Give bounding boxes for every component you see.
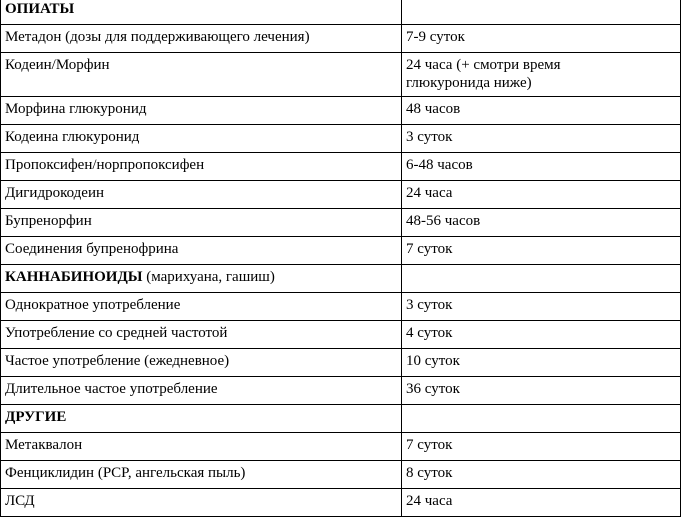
substance-cell: Фенциклидин (PCP, ангельская пыль) — [1, 461, 402, 489]
detection-time-cell: 3 суток — [402, 125, 681, 153]
table-row — [1, 489, 681, 517]
table-row — [1, 125, 681, 153]
section-subtitle: (марихуана, гашиш) — [142, 269, 275, 285]
table-row — [1, 237, 681, 265]
section-title: КАННАБИНОИДЫ — [5, 269, 143, 285]
empty-cell — [402, 265, 681, 293]
substance-cell: Дигидрокодеин — [1, 181, 402, 209]
table-row — [1, 433, 681, 461]
detection-time-cell: 7-9 суток — [402, 25, 681, 53]
table-row — [1, 321, 681, 349]
section-title: ОПИАТЫ — [5, 1, 75, 17]
section-header-row — [1, 265, 681, 293]
substance-cell: Метаквалон — [1, 433, 402, 461]
section-header-row — [1, 0, 681, 25]
substance-cell: Бупренорфин — [1, 209, 402, 237]
table-row — [1, 293, 681, 321]
substance-cell: Частое употребление (ежедневное) — [1, 349, 402, 377]
detection-time-cell: 4 суток — [402, 321, 681, 349]
section-header-row — [1, 405, 681, 433]
section-title: ДРУГИЕ — [5, 409, 67, 425]
table-row — [1, 53, 681, 97]
section-header-cell — [1, 265, 402, 293]
detection-time-cell: 7 суток — [402, 433, 681, 461]
substance-cell: ЛСД — [1, 489, 402, 517]
substance-cell: Пропоксифен/норпропоксифен — [1, 153, 402, 181]
table-row — [1, 209, 681, 237]
substance-cell: Употребление со средней частотой — [1, 321, 402, 349]
substance-cell: Соединения бупренофрина — [1, 237, 402, 265]
substance-cell: Метадон (дозы для поддерживающего лечения) — [1, 25, 402, 53]
substance-cell: Морфина глюкуронид — [1, 97, 402, 125]
substance-cell: Кодеина глюкуронид — [1, 125, 402, 153]
detection-time-cell: 24 часа (+ смотри время глюкуронида ниже) — [402, 53, 681, 97]
detection-time-cell: 48 часов — [402, 97, 681, 125]
table-row — [1, 377, 681, 405]
detection-time-cell: 7 суток — [402, 237, 681, 265]
table-row — [1, 349, 681, 377]
substance-cell: Однократное употребление — [1, 293, 402, 321]
empty-cell — [402, 0, 681, 25]
detection-time-cell: 48-56 часов — [402, 209, 681, 237]
detection-time-cell: 8 суток — [402, 461, 681, 489]
table-row — [1, 153, 681, 181]
table-row — [1, 461, 681, 489]
table-row — [1, 25, 681, 53]
table-row — [1, 97, 681, 125]
detection-time-cell: 24 часа — [402, 489, 681, 517]
detection-time-cell: 36 суток — [402, 377, 681, 405]
empty-cell — [402, 405, 681, 433]
detection-time-cell: 10 суток — [402, 349, 681, 377]
section-header-cell — [1, 405, 402, 433]
detection-time-cell: 24 часа — [402, 181, 681, 209]
table-row — [1, 181, 681, 209]
detection-time-cell: 6-48 часов — [402, 153, 681, 181]
substance-cell: Кодеин/Морфин — [1, 53, 402, 97]
detection-time-cell: 3 суток — [402, 293, 681, 321]
substance-cell: Длительное частое употребление — [1, 377, 402, 405]
section-header-cell — [1, 0, 402, 25]
